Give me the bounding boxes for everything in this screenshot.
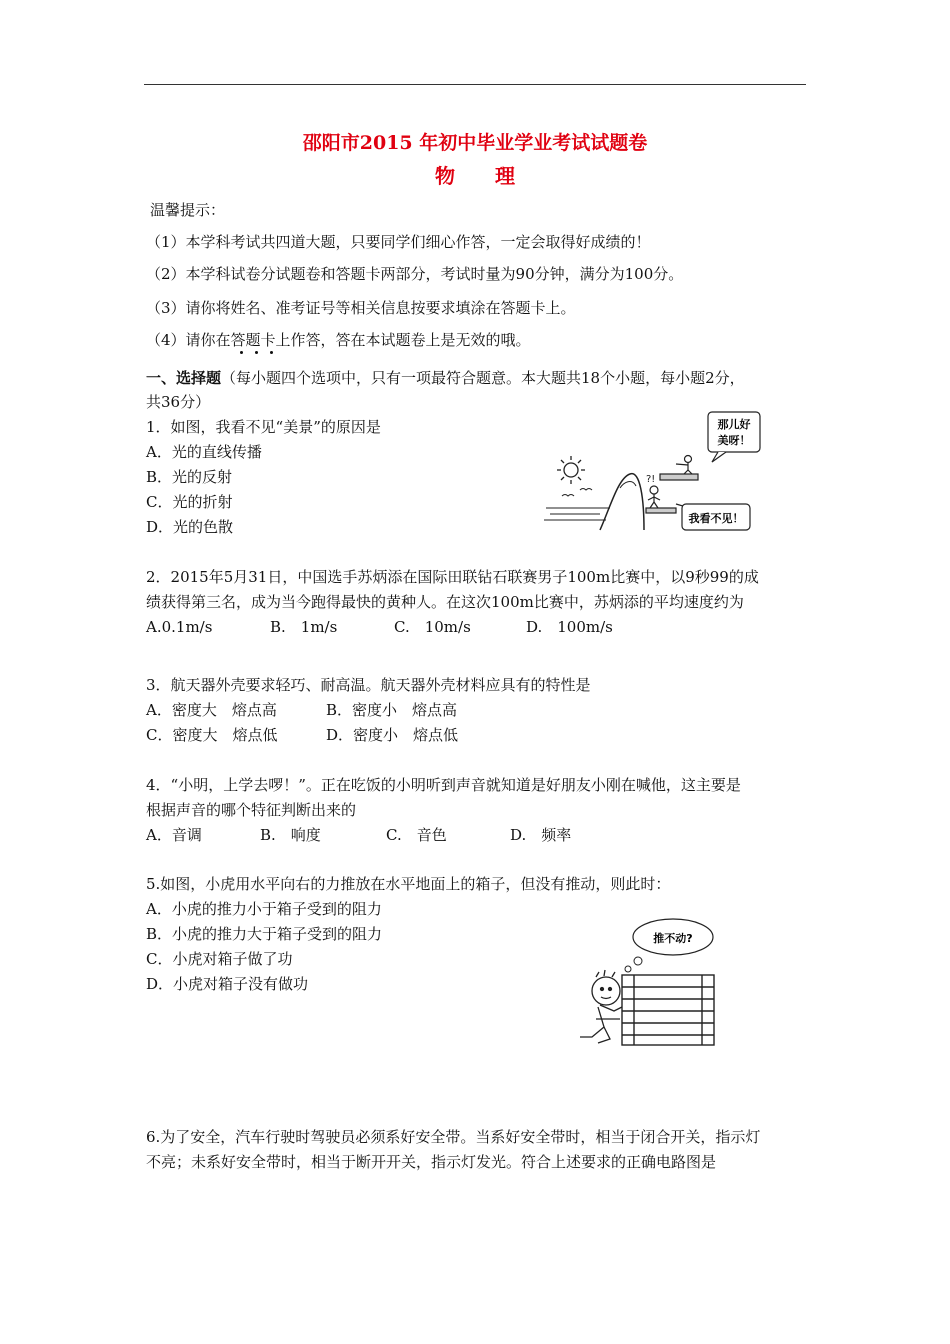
mountain-icon [600,474,644,530]
section1-label: 一、选择题 [146,369,222,387]
q5-option-d: D．小虎对箱子没有做功 [146,975,309,993]
bubble-top-line1: 那儿好 [717,418,751,431]
sun-icon [557,456,585,484]
notice-heading: 温馨提示： [150,201,226,219]
crate-icon [622,975,714,1045]
question-marks: ?! [646,474,656,485]
boy-pushing-icon [580,970,622,1043]
emphasis-dot [270,351,273,354]
q3-options-row1 [146,700,457,720]
notice-item-3: （3）请你将姓名、准考证号等相关信息按要求填涂在答题卡上。 [146,299,576,317]
q3-option-a: A．密度大 熔点高 [146,701,277,719]
notice-item-4: （4）请你在答题卡上作答，答在本试题卷上是无效的哦。 [146,331,531,349]
q6-stem-line1: 6.为了安全，汽车行驶时驾驶员必须系好安全带。当系好安全带时，相当于闭合开关，指示灯 [146,1128,761,1146]
q2-option-b: B. 1m/s [270,618,338,636]
notice-item-1: （1）本学科考试共四道大题，只要同学们细心作答，一定会取得好成绩的！ [146,233,651,251]
q2-options [146,617,613,637]
q4-option-d: D. 频率 [510,826,572,844]
exam-title: 邵阳市2015 年初中毕业学业考试试题卷 [302,132,648,154]
q3-option-d: D．密度小 熔点低 [326,726,459,744]
bubble-top-line2: 美呀！ [717,434,751,447]
q6-stem-line2: 不亮；未系好安全带时，相当于断开开关，指示灯发光。符合上述要求的正确电路图是 [146,1153,717,1171]
speech-bubble-top [708,412,760,462]
q1-option-a: A．光的直线传播 [146,443,262,461]
q3-option-c: C．密度大 熔点低 [146,726,278,744]
q5-stem: 5.如图，小虎用水平向右的力推放在水平地面上的箱子，但没有推动，则此时： [146,875,671,893]
q3-options-row2 [146,725,458,745]
section1-header [146,368,745,388]
q5-option-a: A．小虎的推力小于箱子受到的阻力 [146,900,382,918]
bubble-bottom-text: 我看不见！ [688,512,744,525]
emphasis-dot [240,351,243,354]
q4-option-a: A．音调 [146,826,202,844]
speech-bubble-bottom [676,504,750,530]
thought-bubble-text: 推不动? [653,932,693,945]
q1-stem: 1．如图，我看不见“美景”的原因是 [146,418,381,436]
q2-stem-line1: 2．2015年5月31日，中国选手苏炳添在国际田联钻石联赛男子100m比赛中，以9秒99的成 [146,568,759,586]
q3-stem: 3．航天器外壳要求轻巧、耐高温。航天器外壳材料应具有的特性是 [146,676,591,694]
q4-option-c: C. 音色 [386,826,447,844]
q1-illustration [540,408,765,543]
water-lines [544,508,610,520]
subject-title: 物 理 [435,164,515,188]
birds-icon [562,489,592,497]
q3-option-b: B．密度小 熔点高 [326,701,458,719]
section1-desc-cont: 共36分） [146,393,211,411]
q1-option-b: B．光的反射 [146,468,233,486]
q2-option-c: C. 10m/s [394,618,471,636]
notice-item-2: （2）本学科试卷分试题卷和答题卡两部分，考试时量为90分钟，满分为100分。 [146,265,684,283]
emphasis-dot [255,351,258,354]
top-rule [144,84,806,85]
high-platform-person [660,456,698,481]
q4-option-b: B. 响度 [260,826,321,844]
section1-desc: （每小题四个选项中，只有一项最符合题意。本大题共18个小题，每小题2分， [221,369,745,387]
q5-illustration [570,915,730,1050]
q2-option-d: D. 100m/s [526,618,613,636]
q4-stem-line1: 4．“小明，上学去啰！”。正在吃饭的小明听到声音就知道是好朋友小刚在喊他，这主要是 [146,776,741,794]
q5-option-c: C．小虎对箱子做了功 [146,950,293,968]
q2-stem-line2: 绩获得第三名，成为当今跑得最快的黄种人。在这次100m比赛中，苏炳添的平均速度约为 [146,593,744,611]
q2-option-a: A.0.1m/s [146,618,213,636]
q4-stem-line2: 根据声音的哪个特征判断出来的 [146,801,357,819]
q1-option-c: C．光的折射 [146,493,233,511]
q4-options [146,825,571,845]
q1-option-d: D．光的色散 [146,518,234,536]
thought-bubble [625,919,713,972]
q5-option-b: B．小虎的推力大于箱子受到的阻力 [146,925,383,943]
